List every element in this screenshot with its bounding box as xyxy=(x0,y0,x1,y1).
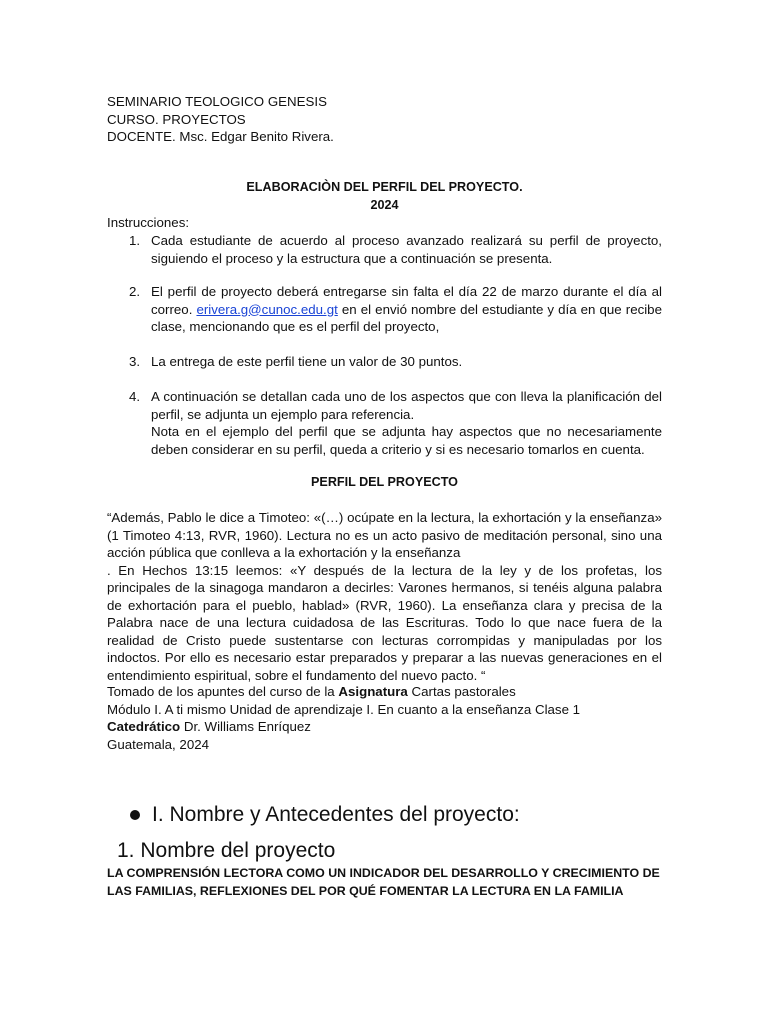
teacher-name: DOCENTE. Msc. Edgar Benito Rivera. xyxy=(107,129,334,144)
instruction-text: A continuación se detallan cada uno de los aspectos que con lleva la planificación del perfil, se adjunta un ejemplo para referencia. xyxy=(151,389,662,422)
instruction-text-before: El perfil de proyecto deberá entregarse sin falta el día 22 de marzo durante el día al correo. xyxy=(151,284,662,317)
source-professor-label: Catedrático xyxy=(107,719,181,734)
instructions-label: Instrucciones: xyxy=(107,215,190,230)
source-line-2: Módulo I. A ti mismo Unidad de aprendizaje I. En cuanto a la enseñanza Clase 1 xyxy=(107,701,581,717)
instruction-item-1 xyxy=(129,232,662,267)
source-block xyxy=(107,683,662,753)
email-link[interactable]: erivera.g@cunoc.edu.gt xyxy=(196,301,338,317)
quote-block xyxy=(107,509,662,684)
source-line-1 xyxy=(107,683,662,701)
bullet-dot-icon xyxy=(130,810,140,820)
institution-name: SEMINARIO TEOLOGICO GENESIS xyxy=(107,94,327,109)
source-subject-label: Asignatura xyxy=(338,684,408,699)
instruction-note: Nota en el ejemplo del perfil que se adjunta hay aspectos que no necesariamente deben considerar en su perfil, queda a criterio y si es necesario tomarlos en cuenta. xyxy=(151,424,662,457)
instruction-number: 1. xyxy=(129,233,141,248)
instruction-text: Cada estudiante de acuerdo al proceso avanzado realizará su perfil de proyecto, siguiendo el proceso y la estructura que a continuación se presenta. xyxy=(151,233,662,266)
source-line-4: Guatemala, 2024 xyxy=(107,736,210,752)
document-header xyxy=(107,93,334,146)
instruction-text: La entrega de este perfil tiene un valor de 30 puntos. xyxy=(151,354,463,369)
instruction-number: 2. xyxy=(129,284,141,299)
instruction-item-3 xyxy=(129,353,662,371)
source-line-3 xyxy=(107,718,662,736)
section-heading-text: I. Nombre y Antecedentes del proyecto: xyxy=(152,803,520,826)
title-year: 2024 xyxy=(370,198,399,212)
section-heading xyxy=(130,802,520,828)
source-subject: Cartas pastorales xyxy=(407,684,516,699)
quote-paragraph-2: . En Hechos 13:15 leemos: «Y después de la lectura de la ley y de los profetas, los principales de la sinagoga mandaron a decirles: Varones hermanos, si tenéis alguna palabra de exhortación para el pueblo, hablad» (RVR, 1960). La enseñanza clara y precisa de la Palabra nace de una lectura cuidadosa de las Escrituras. Todo lo que nace fuera de la realidad de Cristo puede sustentarse con lecturas corrompidas y manipuladas por los indoctos. Por ello es necesario estar preparados y preparar a las nuevas generaciones en el entendimiento espiritual, sobre el fundamento del nuevo pacto. “ xyxy=(107,562,662,683)
project-name: LA COMPRENSIÓN LECTORA COMO UN INDICADOR DEL DESARROLLO Y CRECIMIENTO DE LAS FAMILIAS, REFLEXIONES DEL POR QUÉ FOMENTAR LA LECTURA EN LA FAMILIA xyxy=(107,866,660,898)
instruction-number: 3. xyxy=(129,354,141,369)
instruction-text-after: en el envió nombre del estudiante y día en que recibe clase, mencionando que es el perfil del proyecto, xyxy=(151,301,662,334)
quote-paragraph-1: “Además, Pablo le dice a Timoteo: «(…) ocúpate en la lectura, la exhortación y la enseñanza» (1 Timoteo 4:13, RVR, 1960). Lectura no es un acto pasivo de meditación personal, sino una acción pública que conlleva a la exhortación y la enseñanza xyxy=(107,510,662,560)
course-name: CURSO. PROYECTOS xyxy=(107,111,246,127)
source-professor: Dr. Williams Enríquez xyxy=(180,719,311,734)
instruction-item-2 xyxy=(129,283,662,336)
document-title xyxy=(107,179,662,215)
instruction-text xyxy=(151,283,662,336)
title-main: ELABORACIÒN DEL PERFIL DEL PROYECTO. xyxy=(246,180,523,194)
subsection-heading: 1. Nombre del proyecto xyxy=(117,839,336,862)
instruction-number: 4. xyxy=(129,389,141,404)
source-prefix: Tomado de los apuntes del curso de la xyxy=(107,684,339,699)
perfil-heading: PERFIL DEL PROYECTO xyxy=(311,475,458,489)
instruction-item-4 xyxy=(129,388,662,458)
